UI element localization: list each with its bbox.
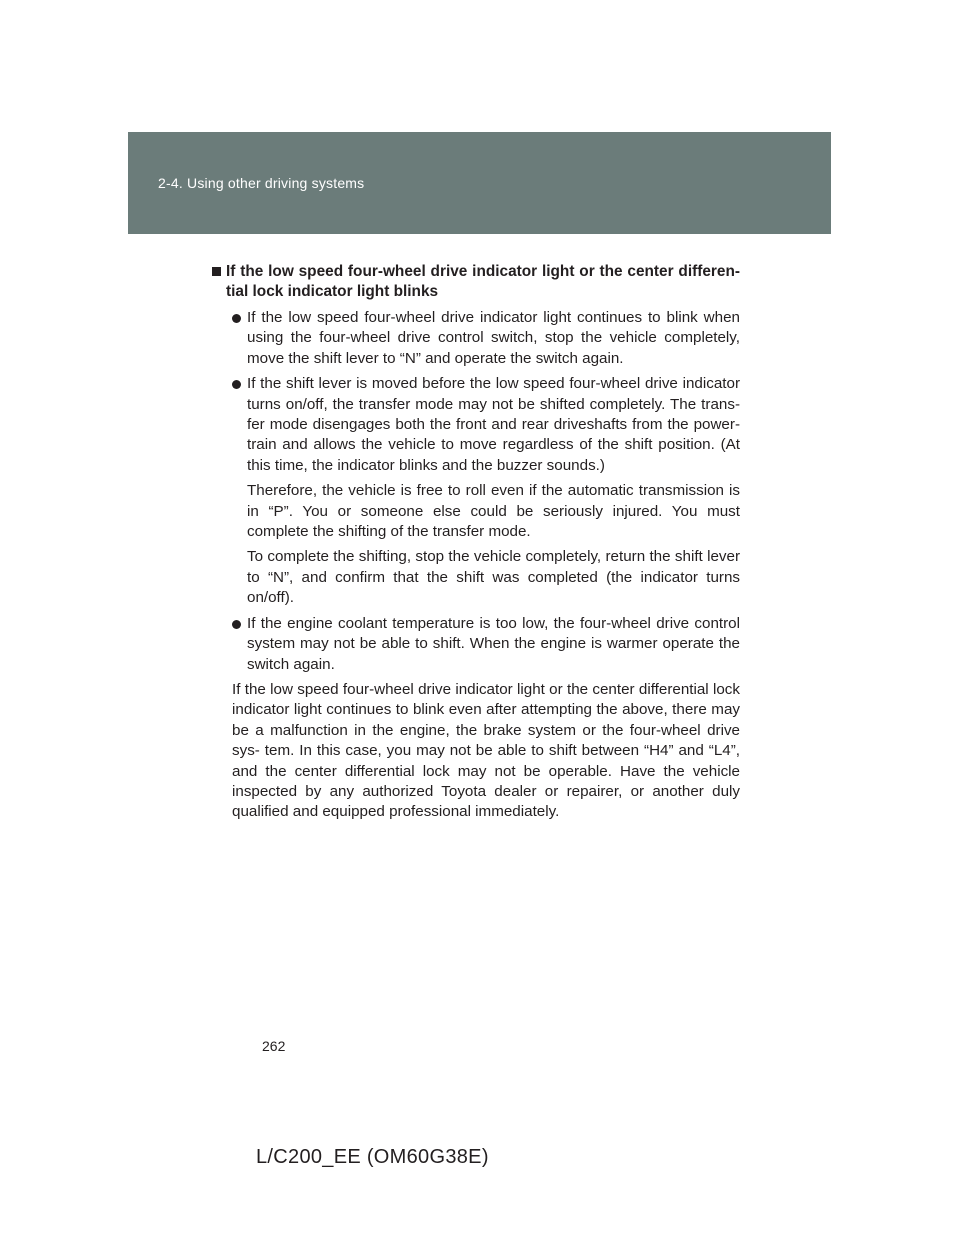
bullet-continuation-text: To complete the shifting, stop the vehicle completely, return the shift lever to “N”, and confirm that the shift was completed (the indicator turns on/off).	[247, 548, 740, 607]
section-heading	[210, 262, 740, 302]
bullet-continuation-text: Therefore, the vehicle is free to roll even if the automatic transmission is in “P”. You or someone else could be seriously injured. You must complete the shifting of the transfer mode.	[247, 482, 740, 541]
bullet-text: If the engine coolant temperature is too low, the four-wheel drive control system may not be able to shift. When the engine is warmer operate the switch again.	[247, 614, 740, 673]
circle-bullet-icon	[232, 380, 241, 389]
circle-bullet-icon	[232, 620, 241, 629]
section-heading-text: If the low speed four-wheel drive indicator light or the center differen- tial lock indicator light blinks	[226, 263, 740, 300]
square-bullet-icon	[212, 267, 221, 276]
section-title: 2-4. Using other driving systems	[158, 175, 365, 191]
bullet-item	[210, 308, 740, 369]
header-band	[128, 132, 831, 234]
summary-paragraph: If the low speed four-wheel drive indicator light or the center differential lock indicator light continues to blink even after attempting the above, there may be a malfunction in the engine, the brake system or the four-wheel drive sys- tem. In this case, you may not be able to shift between “H4” and “L4”, and the center differential lock may not be operable. Have the vehicle inspected by any authorized Toyota dealer or repairer, or another duly qualified and equipped professional immediately.	[232, 680, 740, 821]
document-code: L/C200_EE (OM60G38E)	[256, 1146, 489, 1168]
circle-bullet-icon	[232, 314, 241, 323]
page-number: 262	[262, 1038, 286, 1054]
bullet-item	[210, 614, 740, 675]
bullet-item	[210, 374, 740, 608]
bullet-text: If the shift lever is moved before the low speed four-wheel drive indicator turns on/off, the transfer mode may not be shifted completely. The trans- fer mode disengages both the front and rear driveshafts from the power- train and allows the vehicle to move regardless of the shift position. (At this time, the indicator blinks and the buzzer sounds.)	[247, 375, 740, 474]
bullet-text: If the low speed four-wheel drive indicator light continues to blink when using the four-wheel drive control switch, stop the vehicle completely, move the shift lever to “N” and operate the switch again.	[247, 309, 740, 367]
page-content	[210, 262, 740, 823]
